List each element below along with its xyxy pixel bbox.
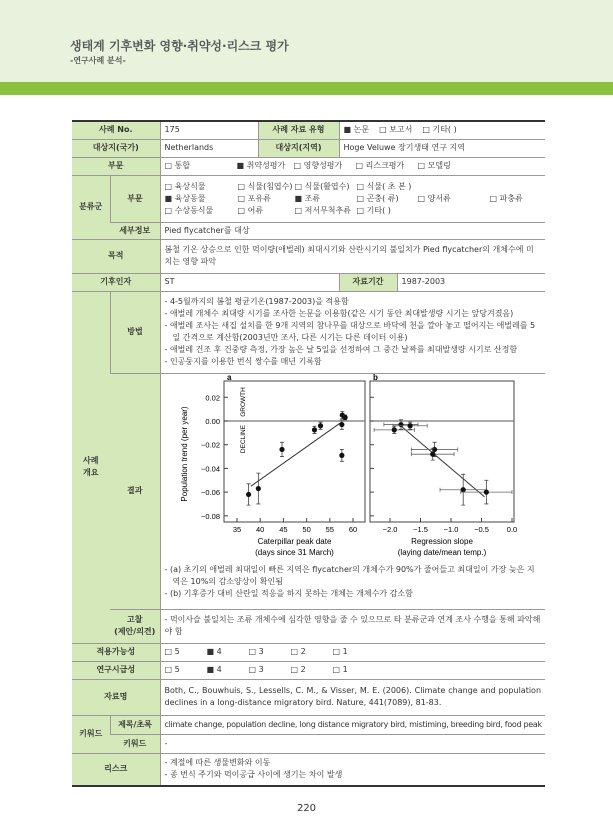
header-subtitle: -연구사례 분석- [70,56,126,65]
x-tick-label: −1.0 [443,524,458,534]
purpose-value: 봄철 기온 상승으로 인한 먹이량(애벌레) 최대시기와 산란시기의 불일치가 Pied flycatcher의 개체수에 미치는 영향 파악 [160,239,545,273]
label-period: 자료기간 [339,273,397,291]
x-axis-title: Regression slope [410,536,473,546]
climate-factor-value: ST [160,273,339,291]
data-type-options [339,121,545,139]
y-tick-label: 0.02 [204,392,220,402]
checkbox-option: □ 기타( ) [356,205,391,215]
x-tick-label: 55 [325,524,334,534]
checkbox-option: □ 5 [164,647,180,656]
data-point [483,489,488,494]
checkbox-option: □ 5 [164,665,180,674]
checkbox-option: □ 리스크평가 [355,161,405,170]
checkbox-option: □ 모델링 [417,161,451,170]
checkbox-option: □ 양서류 [417,193,451,203]
label-country: 대상지(국가) [72,139,160,157]
checkbox-option: □ 식물( 초 본 ) [356,181,412,191]
page-header [0,0,613,82]
checkbox-option: □ 3 [248,647,264,656]
period-value: 1987-2003 [397,273,545,291]
checkbox-option: □ 2 [290,665,306,674]
checkbox-option: □ 저서무척추류 [294,205,351,215]
label-region: 대상지(지역) [258,139,339,157]
discussion-value: - 먹이사슬 불일치는 조류 개체수에 심각한 영향을 줄 수 있으므로 타 분류군과 연계 조사 수행을 통해 파악해야 함 [160,609,545,643]
country-value: Netherlands [160,139,258,157]
data-point [342,414,347,419]
population-trend-chart [161,374,546,560]
sector-options [160,157,545,175]
risk-item: - 종 번식 주기와 먹이공급 사이에 생기는 차이 발생 [164,770,343,780]
checkbox-option: □ 수상동식물 [164,205,214,215]
urgency-options [160,661,545,679]
checkbox-option: □ 파충류 [489,193,523,203]
checkbox-option: ■ 4 [206,647,222,656]
checkbox-option: ■ 조류 [294,193,321,203]
checkbox-option: ■ 논문 [343,125,370,135]
y-tick-label: −0.08 [200,511,220,521]
kw-kw-value: - [160,734,545,753]
data-point [398,421,403,426]
data-point [339,452,344,457]
data-point [311,427,316,432]
x-tick-label: −0.5 [473,524,489,534]
decline-annotation: DECLINE [239,424,247,453]
checkbox-option: □ 포유류 [237,193,271,203]
checkbox-option: ■ 취약성평가 [236,161,286,170]
discussion-label-sub: (제안/의견) [114,627,156,636]
regression-line [250,422,340,486]
panel-label: a [226,373,231,382]
y-tick-label: −0.04 [200,463,220,473]
discussion-label-main: 고찰 [127,615,143,624]
label-data-type: 사례 자료 유형 [258,121,339,139]
method-item: - 애벌레 건조 후 건중량 측정, 가장 높은 날 5일을 선정하여 그 중간 날짜를 최대발생량 시기로 산정함 [164,345,518,354]
data-point [339,421,344,426]
y-tick-label: 0.00 [204,416,220,426]
label-risk: 리스크 [72,753,160,786]
taxon-options [160,175,545,222]
data-point [255,485,260,490]
checkbox-option: □ 식물(활엽수) [294,181,350,191]
applicability-options [160,643,545,661]
checkbox-option: □ 3 [248,665,264,674]
checkbox-option: □ 1 [332,665,348,674]
method-item: - 인공둥지를 이용한 번식 쌍수를 매년 기록함 [164,357,322,366]
region-value: Hoge Veluwe 장기생태 연구 지역 [339,139,545,157]
label-applicability: 적용가능성 [72,643,160,661]
checkbox-option: □ 보고서 [379,125,413,135]
label-detail: 세부정보 [110,222,160,239]
checkbox-option: □ 1 [332,647,348,656]
x-axis-subtitle: (days since 31 March) [254,547,334,557]
checkbox-option: □ 통합 [164,161,191,170]
risk-list [160,753,545,786]
risk-item: - 계절에 따른 생물변화와 이동 [164,758,271,768]
label-sector: 부문 [72,157,160,175]
x-tick-label: 40 [255,524,264,534]
checkbox-option: □ 2 [290,647,306,656]
label-case-no: 사례 No. [72,121,160,139]
checkbox-option: ■ 4 [206,665,222,674]
label-kw-kw: 키워드 [110,734,160,753]
header-accent-bar [0,82,613,95]
label-purpose: 목적 [72,239,160,273]
data-point [407,423,412,428]
panel-label: b [372,373,378,382]
x-tick-label: −1.5 [412,524,428,534]
header-title: 생태계 기후변화 영향·취약성·리스크 평가 [70,39,289,53]
data-point [317,423,322,428]
result-item: - (b) 기후증가 대비 산란일 적응을 하지 못하는 개체는 개체수가 감소함 [164,588,413,598]
label-keyword: 키워드 [72,715,110,753]
method-item: - 애벌레 조사는 새집 설치를 한 9개 지역의 참나무를 대상으로 바닥에 천을 깔아 놓고 떨어지는 애벌레를 5일 간격으로 계산함(2003년만 조사, 다른 시기는 다른 데이터 이용) [164,321,536,342]
data-point [246,491,251,496]
source-value: Both, C., Bouwhuis, S., Lessells, C. M., & Visser, M. E. (2006). Climate change and population declines in a long-distance migratory bird. Nature, 441(7089), 81-83. [160,679,545,715]
result-item: - (a) 초기의 애벌레 최대일이 빠른 지역은 flycatcher의 개체수가 90%가 줄어들고 최대일이 가장 늦은 지역은 10%의 감소양상이 확인됨 [164,564,535,586]
data-point [391,427,396,432]
panel-frame-b [370,381,514,522]
label-overview: 사례 개요 [72,291,110,643]
y-tick-label: −0.06 [200,487,220,497]
checkbox-option: □ 곤충( 류) [356,193,399,203]
checkbox-option: ■ 육상동물 [164,193,206,203]
method-item: - 4-5월까지의 봄철 평균기온(1987-2003)을 적용함 [164,297,349,306]
label-urgency: 연구시급성 [72,661,160,679]
checkbox-option: □ 식물(침엽수) [237,181,293,191]
kw-title-value: climate change, population decline, long distance migratory bird, mistiming, breeding bird, food peak [160,715,545,734]
label-kw-title: 제목/초록 [110,715,160,734]
label-taxon: 분류군 [72,175,110,239]
method-item: - 애벌레 개체수 최대량 시기를 조사한 논문을 이용함(같은 시기 동안 최대발생량 시기는 앞당겨졌음) [164,309,514,318]
label-discussion [110,609,160,643]
y-axis-title: Population trend (per year) [179,405,189,502]
page-number: 220 [296,803,317,814]
checkbox-option: □ 영향성평가 [293,161,343,170]
x-tick-label: 0.0 [506,524,517,534]
x-tick-label: 45 [278,524,288,534]
data-point [279,446,284,451]
label-taxon-sector: 부문 [110,175,160,222]
result-cell [160,373,545,609]
method-list [160,291,545,373]
checkbox-option: □ 어류 [237,205,264,215]
label-source: 자료명 [72,679,160,715]
regression-line [399,424,484,496]
x-tick-label: 50 [301,524,311,534]
data-point [460,487,465,492]
case-table [72,120,545,787]
label-result: 결과 [110,373,160,609]
x-tick-label: 35 [232,524,241,534]
checkbox-option: □ 육상식물 [164,181,206,191]
x-tick-label: 60 [348,524,357,534]
label-climate-factor: 기후인자 [72,273,160,291]
x-axis-subtitle: (laying date/mean temp.) [397,547,486,557]
growth-annotation: GROWTH [239,386,247,417]
x-tick-label: −2.0 [382,524,397,534]
y-tick-label: −0.02 [200,440,220,450]
detail-value: Pied flycatcher를 대상 [160,222,545,239]
x-axis-title: Caterpillar peak date [257,536,331,546]
checkbox-option: □ 기타( ) [422,125,457,135]
data-point [430,451,435,456]
label-method: 방법 [110,291,160,373]
case-no-value: 175 [160,121,258,139]
